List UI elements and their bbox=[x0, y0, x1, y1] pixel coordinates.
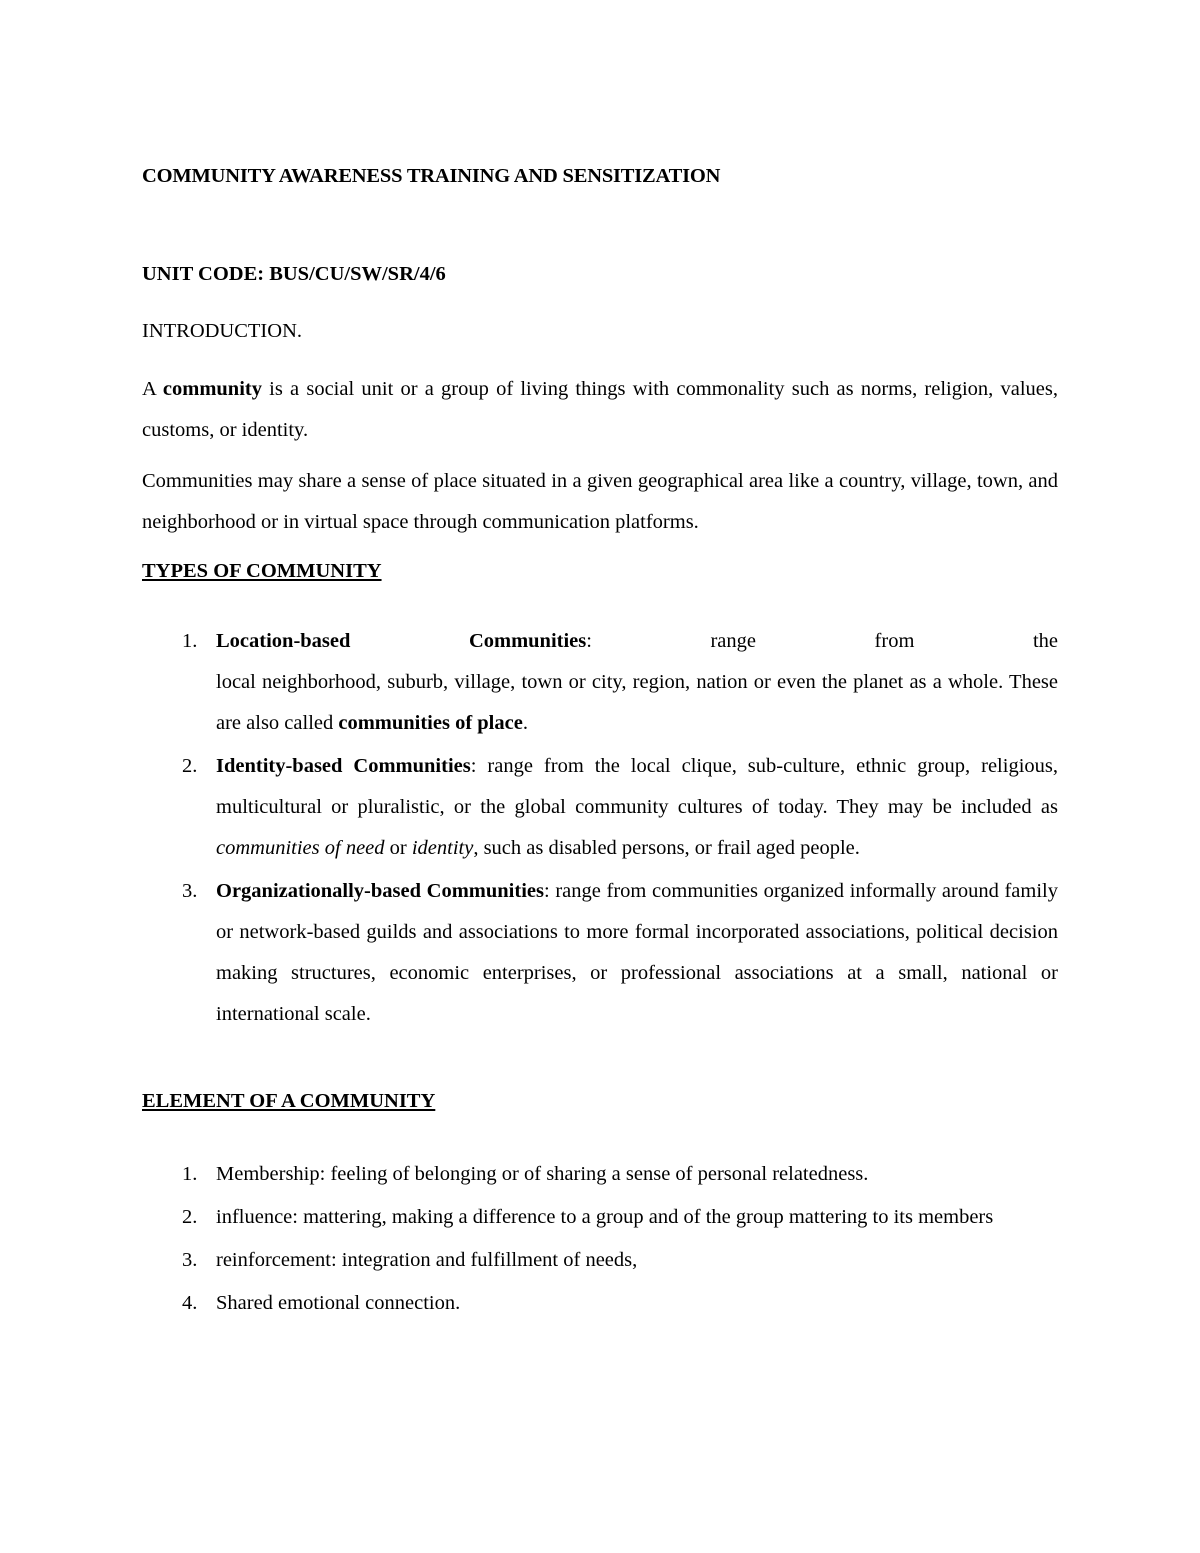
intro-paragraph-1 bbox=[142, 369, 1058, 451]
list-number: 2. bbox=[182, 755, 198, 777]
type-1-bold-a: Location-based bbox=[216, 630, 351, 652]
type-1-word: the bbox=[1032, 630, 1058, 652]
type-1-bold-end: communities of place bbox=[338, 712, 523, 734]
introduction-heading: INTRODUCTION. bbox=[142, 320, 302, 342]
type-3-text: : range from communities organized informally around family or network-based guilds and associations to more formal incorporated associations, political decision making structures, economic enterprises, or professional associations at a small, national or international scale. bbox=[216, 880, 1058, 1025]
type-1-colon: : bbox=[586, 630, 592, 652]
type-1-end: . bbox=[522, 712, 528, 734]
list-number: 1. bbox=[182, 1163, 198, 1185]
types-heading: TYPES OF COMMUNITY bbox=[142, 560, 382, 582]
list-number: 1. bbox=[182, 630, 198, 652]
type-1-bold-b: Communities bbox=[468, 630, 587, 652]
elements-heading: ELEMENT OF A COMMUNITY bbox=[142, 1090, 436, 1112]
type-1-word: range bbox=[710, 630, 757, 652]
element-text: reinforcement: integration and fulfillment of needs, bbox=[216, 1249, 638, 1271]
intro-p1-rest: is a social unit or a group of living things with commonality such as norms, religion, values, customs, or identity. bbox=[142, 378, 1058, 441]
type-2-text-b: or bbox=[384, 837, 412, 859]
intro-p1-term: community bbox=[162, 378, 262, 400]
list-item bbox=[142, 1283, 1058, 1324]
list-item bbox=[142, 1154, 1058, 1195]
intro-paragraph-2: Communities may share a sense of place situated in a given geographical area like a country, village, town, and neighborhood or in virtual space through communication platforms. bbox=[142, 470, 1058, 533]
type-2-text-c: , such as disabled persons, or frail aged people. bbox=[473, 837, 860, 859]
list-number: 4. bbox=[182, 1292, 198, 1314]
type-1-continuation: local neighborhood, suburb, village, town or city, region, nation or even the planet as a whole. These are also called bbox=[216, 671, 1058, 734]
list-item bbox=[142, 621, 1058, 744]
list-number: 3. bbox=[182, 880, 198, 902]
element-text: Shared emotional connection. bbox=[216, 1292, 461, 1314]
type-1-word: from bbox=[874, 630, 915, 652]
list-item bbox=[142, 746, 1058, 869]
elements-list bbox=[142, 1154, 1058, 1326]
type-2-italic-a: communities of need bbox=[216, 837, 385, 859]
document-title: COMMUNITY AWARENESS TRAINING AND SENSITIZATION bbox=[142, 165, 721, 187]
types-list bbox=[142, 621, 1058, 1037]
list-item bbox=[142, 871, 1058, 1035]
unit-code: UNIT CODE: BUS/CU/SW/SR/4/6 bbox=[142, 263, 446, 285]
type-3-bold: Organizationally-based Communities bbox=[216, 880, 544, 902]
element-text: Membership: feeling of belonging or of sharing a sense of personal relatedness. bbox=[216, 1163, 869, 1185]
list-item bbox=[142, 1240, 1058, 1281]
list-number: 3. bbox=[182, 1249, 198, 1271]
list-number: 2. bbox=[182, 1206, 198, 1228]
type-2-text-a: : range from the local clique, sub-culture, ethnic group, religious, multicultural or pluralistic, or the global community cultures of today. They may be included as bbox=[216, 755, 1058, 818]
type-1-first-line bbox=[216, 621, 1058, 662]
type-2-italic-b: identity bbox=[411, 837, 474, 859]
element-text: influence: mattering, making a difference to a group and of the group mattering to its members bbox=[216, 1206, 994, 1228]
intro-p1-lead: A bbox=[142, 378, 163, 400]
type-1-bold-b-wrap bbox=[469, 621, 592, 662]
list-item bbox=[142, 1197, 1058, 1238]
type-2-bold: Identity-based Communities bbox=[216, 755, 471, 777]
